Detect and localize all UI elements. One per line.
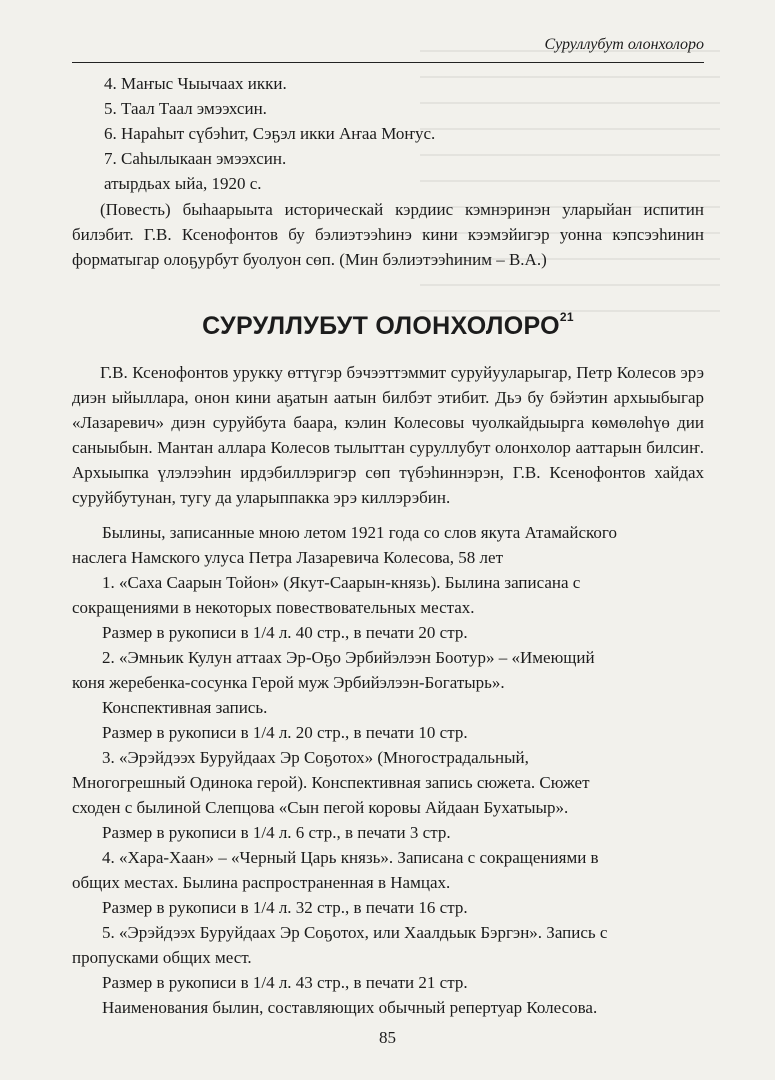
text-line: Наименования былин, составляющих обычный репертуар Колесова. [102,998,598,1017]
text-line: Былины, записанные мною летом 1921 года со слов якута Атамайского [102,523,617,542]
text-line: Размер в рукописи в 1/4 л. 32 стр., в печати 16 стр. [102,898,468,917]
list-item: 6. Нараһыт сүбэһит, Сэҕэл икки Аҥаа Моҥус. [104,124,436,143]
paragraph-intro: Г.В. Ксенофонтов урукку өттүгэр бэчээттэммит суруйууларыгар, Петр Колесов эрэ диэн ыйыллара, онон кини аҕатын аатын билбэт этибит. Дьэ бу бэйэтин архыыбыгар «Лазаревич» диэн суруйбута баара, кэлин Колесовы чуолкайдыырга көмөлөһүө дии саныыбын. Мантан аллара Колесов тылыттан суруллубут олонхолор ааттарын билсиҥ. Архыыпка үлэлээһин ирдэбиллэригэр сөп түбэһиннэрэн, Г.В. Ксенофонтов хайдах суруйбутунан, тугу да уларыппакка эрэ киллэрэбин. [72,363,704,507]
text-line: 4. «Хара-Хаан» – «Черный Царь князь». Записана с сокращениями в [102,848,599,867]
text-line: пропусками общих мест. [72,948,252,967]
text-line: сокращениями в некоторых повествовательных местах. [72,598,475,617]
text-line: общих местах. Былина распространенная в Намцах. [72,873,451,892]
header-rule [72,62,704,63]
text-line: Конспективная запись. [102,698,268,717]
list-item: 4. Маҥыс Чыычаах икки. [104,74,287,93]
heading-text: СУРУЛЛУБУТ ОЛОНХОЛОРО [202,312,560,340]
bleed-through-shadow [420,50,720,330]
section-heading [72,309,704,341]
footnote-marker: 21 [559,309,574,324]
running-header: Суруллубут олонхолоро [544,36,704,53]
text-line: Размер в рукописи в 1/4 л. 40 стр., в печати 20 стр. [102,623,468,642]
text-line: Многогрешный Одинока герой). Конспективная запись сюжета. Сюжет [72,773,590,792]
date-line: атырдьах ыйа, 1920 с. [104,174,262,193]
olonkho-list [104,71,435,196]
text-line: Размер в рукописи в 1/4 л. 6 стр., в печати 3 стр. [102,823,451,842]
text-line: сходен с былиной Слепцова «Сын пегой коровы Айдаан Бухатыыр». [72,798,569,817]
list-item: 5. Таал Таал эмээхсин. [104,99,267,118]
text-line: Размер в рукописи в 1/4 л. 43 стр., в печати 21 стр. [102,973,468,992]
text-line: наслега Намского улуса Петра Лазаревича Колесова, 58 лет [72,548,504,567]
text-line: 3. «Эрэйдээх Буруйдаах Эр Соҕотох» (Многострадальный, [102,748,529,767]
list-item: 7. Саһылыкаан эмээхсин. [104,149,287,168]
text-line: 5. «Эрэйдээх Буруйдаах Эр Соҕотох, или Хаалдьык Бэргэн». Запись с [102,923,608,942]
text-line: 2. «Эмньик Кулун аттаах Эр-Оҕо Эрбийэлээн Боотур» – «Имеющий [102,648,595,667]
paragraph-note: (Повесть) быһаарыыта историческай кэрдиис кэмнэринэн уларыйан испитин билэбит. Г.В. Ксенофонтов бу бэлиэтээһинэ кини кээмэйигэр уонна кэпсээһинин форматыгар олоҕурбут буолуон сөп. (Мин бэлиэтээһиним – В.А.) [72,200,704,269]
text-line: коня жеребенка-сосунка Герой муж Эрбийэлээн-Богатырь». [72,673,505,692]
text-line: Размер в рукописи в 1/4 л. 20 стр., в печати 10 стр. [102,723,468,742]
text-line: 1. «Саха Саарын Тойон» (Якут-Саарын-князь). Былина записана с [102,573,581,592]
page-number: 85 [379,1028,396,1047]
